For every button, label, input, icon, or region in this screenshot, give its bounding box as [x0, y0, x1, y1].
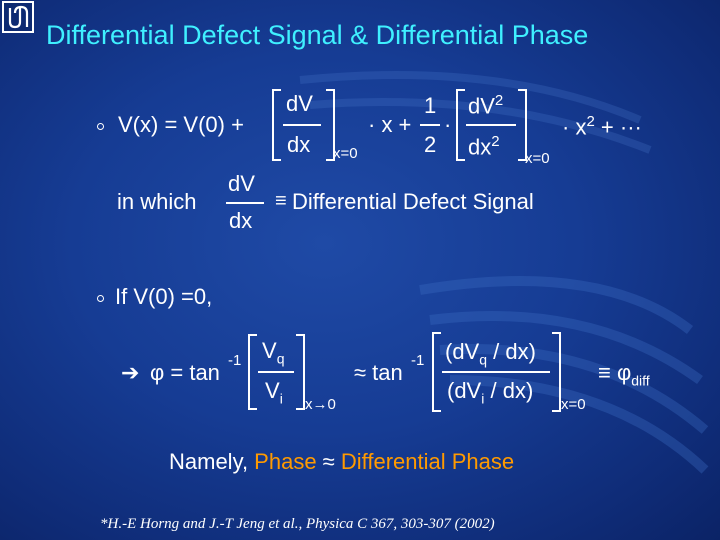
eq1-bracket2-left — [456, 89, 465, 161]
corner-logo — [2, 1, 34, 33]
eq1-bracket1-left — [272, 89, 281, 161]
eq1-frac1-num: dV — [286, 91, 313, 116]
eq2-arrow: ➔ — [121, 360, 140, 385]
eq2-den-tail: / dx) — [484, 378, 534, 403]
eq2-vq-base: V — [262, 338, 277, 363]
eq2-rhs-sub: diff — [631, 372, 650, 389]
cond-text: If V(0) =0, — [115, 284, 213, 309]
eq1-sub1: x=0 — [333, 145, 358, 162]
def-frac-den: dx — [229, 208, 253, 233]
def-in-which: in which — [117, 189, 197, 214]
eq1-tail — [562, 114, 642, 138]
eq2-num-tail: / dx) — [487, 339, 536, 364]
eq1-frac1-den: dx — [287, 132, 311, 157]
eq2-vi — [265, 380, 283, 405]
eq2-bracket2-left — [432, 332, 441, 412]
namely-approx: ≈ — [316, 449, 341, 474]
eq1-half-bar — [420, 124, 440, 126]
footnote: *H.-E Horng and J.-T Jeng et al., Physica C 367, 303-307 (2002) — [100, 516, 495, 532]
eq2-vq — [262, 340, 284, 365]
eq2-num-sub: q — [479, 351, 488, 368]
eq1-frac2-den-base: dx — [468, 134, 492, 160]
eq1-frac1-bar — [283, 124, 321, 126]
def-frac-num: dV — [228, 171, 255, 196]
eq2-inv2: -1 — [411, 352, 425, 369]
eq2-frac1-bar — [258, 371, 294, 373]
eq2-inv1: -1 — [228, 352, 242, 369]
def-frac-bar — [226, 202, 264, 204]
eq2-sub: x=0 — [561, 396, 586, 413]
eq2-den-base: (dV — [447, 378, 482, 403]
eq1-frac2-den-exp: 2 — [491, 133, 500, 150]
bullet-1 — [97, 123, 104, 130]
slide-title: Differential Defect Signal & Differential Phase — [46, 20, 589, 50]
eq2-vi-sub: i — [279, 390, 283, 407]
bullet-2 — [97, 295, 104, 302]
eq1-tail-base: · x — [562, 114, 587, 140]
eq1-frac2-bar — [466, 124, 516, 126]
eq2-vq-sub: q — [276, 350, 285, 367]
eq1-mid: · x + — [368, 112, 412, 137]
def-equiv: ≡ — [275, 190, 287, 212]
eq1-sub2: x=0 — [525, 150, 550, 167]
eq2-den — [447, 380, 533, 405]
eq2-bracket1-left — [248, 334, 257, 410]
eq1-frac2-num — [468, 93, 503, 117]
eq2-lim: x→0 — [305, 396, 336, 413]
eq2-approx: ≈ tan — [354, 360, 403, 385]
eq1-frac2-den — [468, 134, 500, 158]
eq1-frac2-num-base: dV — [468, 93, 495, 119]
eq2-den-sub: i — [481, 390, 485, 407]
eq2-rhs-base: ≡ φ — [598, 360, 632, 385]
eq1-half-den: 2 — [424, 132, 437, 157]
namely-line — [169, 451, 514, 473]
eq2-bracket2-right — [552, 332, 561, 412]
namely-diff-phase: Differential Phase — [340, 449, 515, 474]
eq2-phi-eq: φ = tan — [150, 360, 220, 385]
eq1-dot: · — [444, 112, 452, 137]
eq1-half-num: 1 — [424, 93, 437, 118]
eq2-num — [445, 341, 536, 366]
eq1-lhs: V(x) = V(0) + — [118, 112, 244, 137]
eq2-frac2-bar — [442, 371, 550, 373]
eq2-bracket1-right — [296, 334, 305, 410]
corner-logo-icon — [4, 3, 32, 31]
def-name: Differential Defect Signal — [292, 189, 534, 214]
eq1-frac2-num-exp: 2 — [494, 92, 504, 109]
eq1-tail-end: + ··· — [600, 114, 642, 140]
eq2-rhs — [598, 362, 650, 387]
eq2-num-base: (dV — [445, 339, 480, 364]
namely-phase: Phase — [254, 449, 317, 474]
namely-prefix: Namely, — [169, 449, 255, 474]
eq1-tail-exp: 2 — [586, 113, 595, 130]
eq2-vi-base: V — [265, 378, 280, 403]
